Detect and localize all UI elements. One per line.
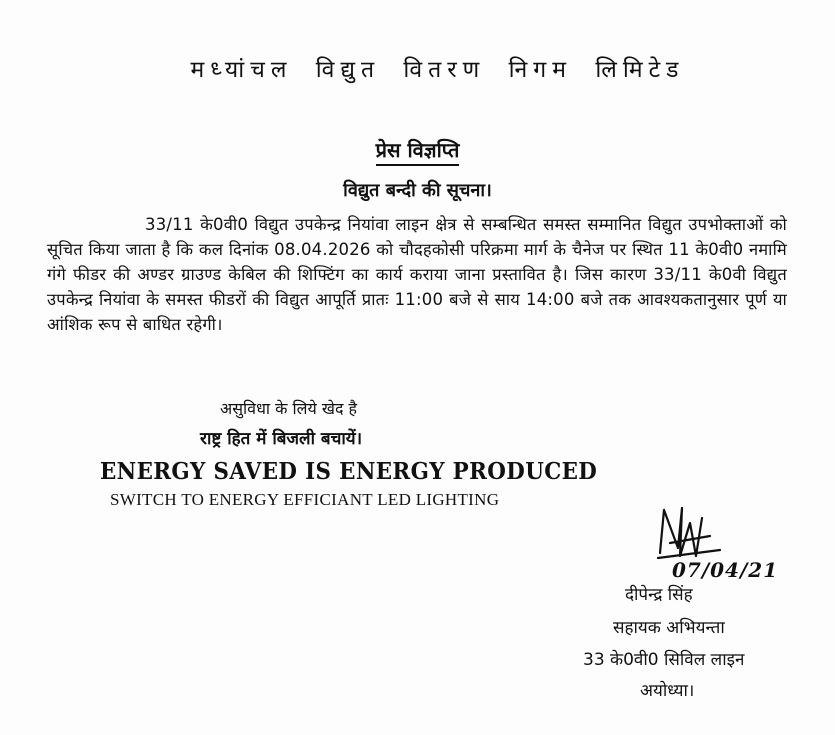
notice-body: 33/11 के0वी0 विद्युत उपकेन्द्र नियांवा लाइन क्षेत्र से सम्बन्धित समस्त सम्मानित विद्युत उपभोक्ताओं को सूचित किया जाता है कि कल दिनांक 08.04.2026 को चौदहकोसी परिक्रमा मार्ग के चैनेज पर स्थित 11 के0वी0 नमामि गंगे फीडर की अण्डर ग्राउण्ड केबिल की शिफ्टिंग का कार्य कराया जाना प्रस्तावित है। जिस कारण 33/11 के0वी विद्युत उपकेन्द्र नियांवा के समस्त फीडरों की विद्युत आपूर्ति प्रातः 11:00 बजे से साय 14:00 बजे तक आवश्यकतानुसार पूर्ण या आंशिक रूप से बाधित रहेगी। [47,215,787,334]
save-power-line: राष्ट्र हित में बिजली बचायें। [200,429,363,449]
regret-line: असुविधा के लिये खेद है [220,399,358,418]
signatory-office: 33 के0वी0 सिविल लाइन [583,650,745,670]
signatory-designation: सहायक अभियन्ता [613,618,725,638]
organization-name: मध्यांचल विद्युत वितरण निगम लिमिटेड [190,57,685,83]
energy-slogan: ENERGY SAVED IS ENERGY PRODUCED [100,458,598,485]
press-release-title [0,136,835,163]
notice-subject: विद्युत बन्दी की सूचना। [343,180,492,201]
signature-date: 07/04/21 [672,558,779,582]
signatory-city: अयोध्या। [640,681,695,701]
press-release-title-text: प्रेस विज्ञप्ति [376,138,460,166]
signatory-name: दीपेन्द्र सिंह [625,585,693,605]
led-slogan: SWITCH TO ENERGY EFFICIANT LED LIGHTING [110,490,500,509]
